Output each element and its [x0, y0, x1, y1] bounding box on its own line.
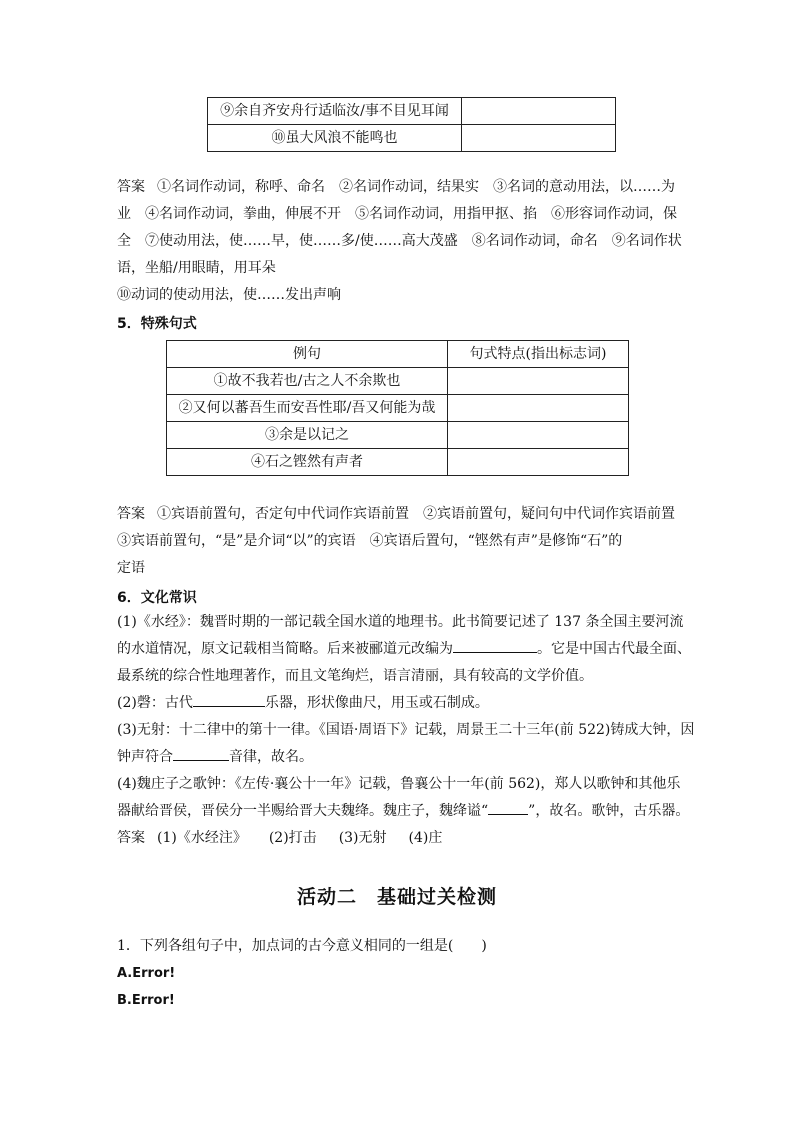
answer-text: 全 ⑦使动用法，使……早，使……多/使……高大茂盛 ⑧名词作动词，命名 ⑨名词作状 [117, 233, 682, 249]
section-5-title: 5．特殊句式 [117, 316, 197, 332]
fill-blank [488, 800, 528, 815]
table-row [167, 422, 629, 449]
example-cell: ④石之铿然有声者 [167, 449, 448, 476]
answer-label: 答案 [117, 830, 145, 846]
answer-item: (1)《水经注》 [157, 830, 247, 846]
example-cell: ②又何以蕃吾生而安吾性耶/吾又何能为哉 [167, 395, 448, 422]
answer-cell [462, 125, 616, 152]
answer-item: (4)庄 [408, 830, 443, 846]
note-text: ”，故名。歌钟，古乐器。 [528, 803, 690, 819]
option-b: B.Error! [117, 993, 175, 1008]
answer-item: (3)无射 [338, 830, 387, 846]
answer-text: ⑩动词的使动用法，使……发出声响 [117, 287, 341, 303]
column-header: 例句 [167, 341, 448, 368]
note-text: 钟声符合 [117, 749, 173, 765]
note-text: 音律，故名。 [229, 749, 313, 765]
table-row [208, 125, 616, 152]
note-text: 器献给晋侯，晋侯分一半赐给晋大夫魏绛。魏庄子，魏绛谥“ [117, 803, 489, 819]
fill-blank [173, 746, 229, 761]
note-text: (3)无射：十二律中的第十一律。《国语·周语下》记载，周景王二十三年(前 522)铸成大钟，因 [117, 722, 695, 738]
answer-item: (2)打击 [268, 830, 317, 846]
culture-notes [117, 609, 695, 852]
table-row [208, 98, 616, 125]
answer-label: 答案 [117, 179, 145, 195]
question-text: 1．下列各组句子中，加点词的古今意义相同的一组是( ) [117, 938, 487, 954]
column-header: 句式特点(指出标志词) [448, 341, 629, 368]
note-text: 的水道情况，原文记载相当简略。后来被郦道元改编为 [117, 641, 453, 657]
note-text: (4)魏庄子之歌钟：《左传·襄公十一年》记载，鲁襄公十一年(前 562)，郑人以歌钟和其他乐 [117, 776, 681, 792]
option-a: A.Error! [117, 966, 176, 981]
answer-cell [448, 422, 629, 449]
answer-cell [462, 98, 616, 125]
answer-text: ①名词作动词，称呼、命名 ②名词作动词，结果实 ③名词的意动用法，以……为 [157, 179, 675, 195]
note-text: 最系统的综合性地理著作，而且文笔绚烂，语言清丽，具有较高的文学价值。 [117, 668, 593, 684]
answer-text: 业 ④名词作动词，拳曲，伸展不开 ⑤名词作动词，用指甲抠、掐 ⑥形容词作动词，保 [117, 206, 677, 222]
answer-block-2 [117, 501, 679, 582]
answer-text: ③宾语前置句，“是”是介词“以”的宾语 ④宾语后置句，“铿然有声”是修饰“石”的 [117, 533, 623, 549]
note-text: (1)《水经》：魏晋时期的一部记载全国水道的地理书。此书简要记述了 137 条全国主要河流 [117, 614, 684, 630]
example-cell: ③余是以记之 [167, 422, 448, 449]
note-text: (2)磬：古代 [117, 695, 193, 711]
word-usage-table [207, 97, 616, 152]
note-text: 。它是中国古代最全面、 [537, 641, 691, 657]
example-cell: ⑨余自齐安舟行适临汝/事不目见耳闻 [208, 98, 462, 125]
fill-blank [193, 692, 265, 707]
question-block [117, 933, 679, 1014]
answer-block-1 [117, 174, 682, 309]
table-row [167, 368, 629, 395]
example-cell: ⑩虽大风浪不能鸣也 [208, 125, 462, 152]
answer-cell [448, 449, 629, 476]
note-text: 乐器，形状像曲尺，用玉或石制成。 [264, 695, 489, 711]
answer-cell [448, 368, 629, 395]
answer-text: 语，坐船/用眼睛，用耳朵 [117, 260, 276, 276]
table-header-row [167, 341, 629, 368]
answer-label: 答案 [117, 506, 145, 522]
table-row [167, 395, 629, 422]
section-6-title: 6．文化常识 [117, 590, 197, 606]
table-row [167, 449, 629, 476]
answer-cell [448, 395, 629, 422]
fill-blank [453, 638, 537, 653]
answer-text: 定语 [117, 560, 145, 576]
answer-text: ①宾语前置句，否定句中代词作宾语前置 ②宾语前置句，疑问句中代词作宾语前置 [157, 506, 675, 522]
example-cell: ①故不我若也/古之人不余欺也 [167, 368, 448, 395]
sentence-pattern-table [166, 340, 629, 476]
activity-heading: 活动二 基础过关检测 [296, 886, 497, 908]
